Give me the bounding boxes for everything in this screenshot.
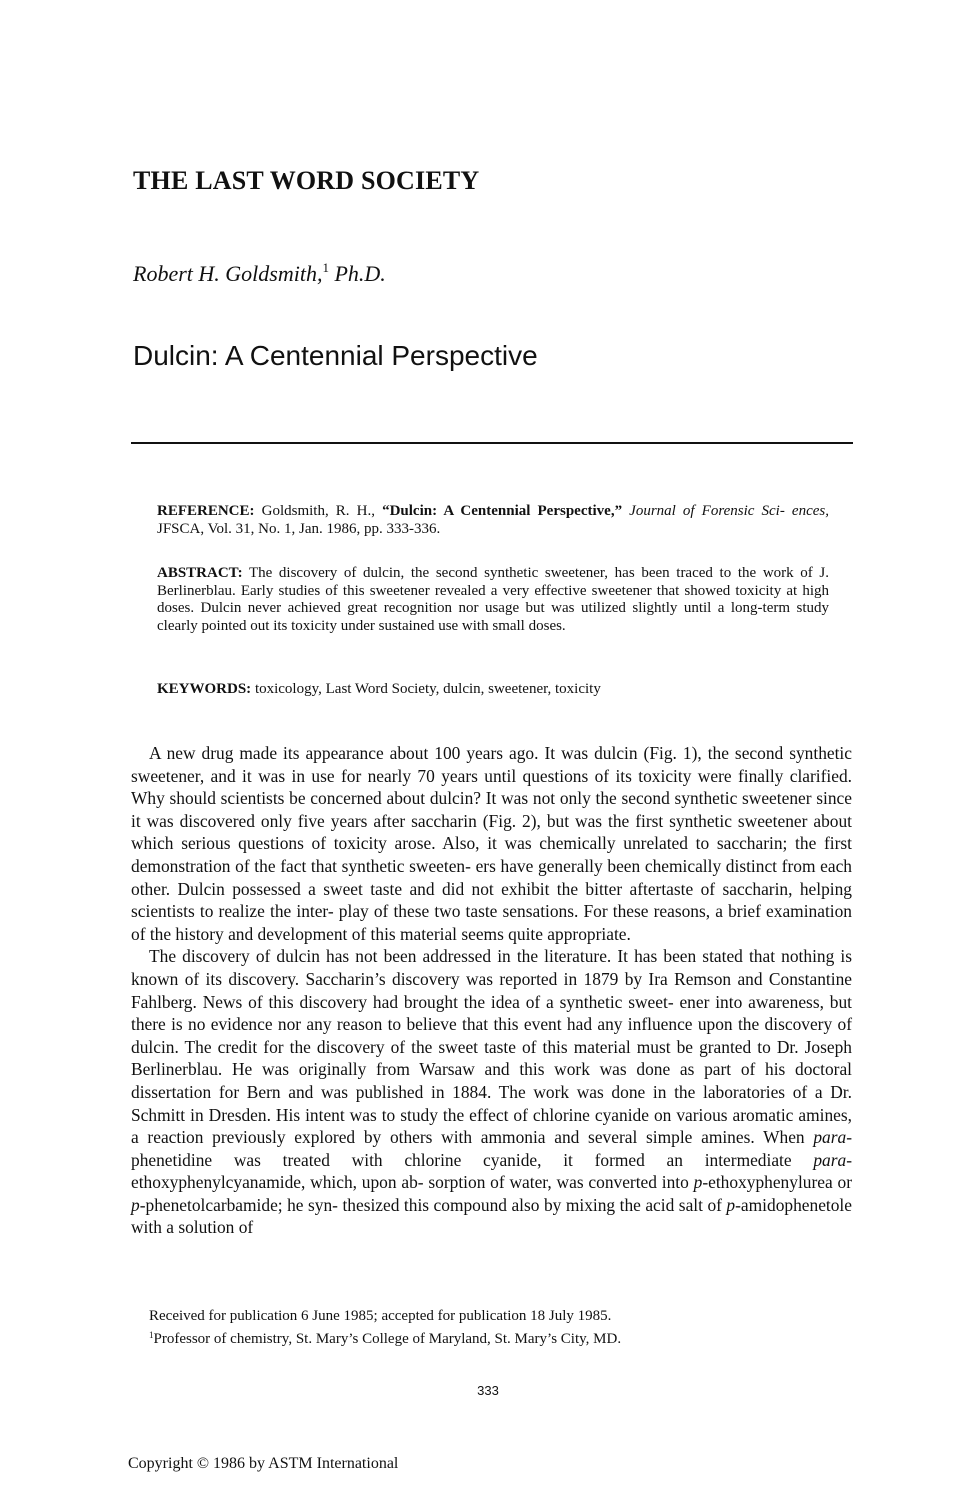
page-number: 333	[477, 1383, 499, 1398]
paragraph-2-text-6: -amidophenetole with a solution of	[131, 1194, 852, 1238]
reference-label: REFERENCE:	[157, 503, 255, 519]
reference-title: “Dulcin: A Centennial Perspective,”	[382, 503, 623, 519]
paragraph-2-italic-5: p	[726, 1194, 736, 1215]
copyright-notice: Copyright © 1986 by ASTM International	[128, 1455, 399, 1472]
reference-citation: JFSCA, Vol. 31, No. 1, Jan. 1986, pp. 333-336.	[157, 520, 441, 537]
paragraph-2-text-5: -phenetolcarbamide; he syn- thesized this compound also by mixing the acid salt of	[139, 1194, 727, 1215]
keywords-block	[157, 681, 829, 699]
keywords-label: KEYWORDS:	[157, 681, 252, 697]
reference-journal: Journal of Forensic Sci- ences,	[629, 503, 829, 519]
paragraph-2-text-4: -ethoxyphenylurea or	[702, 1172, 852, 1193]
reference-block	[157, 503, 829, 538]
footnote-mark: 1	[149, 1330, 154, 1340]
paragraph-2-italic-1: para	[813, 1127, 847, 1148]
paragraph-2-italic-2: para	[813, 1149, 847, 1170]
article-body	[131, 742, 852, 1239]
abstract-label: ABSTRACT:	[157, 565, 243, 581]
title-divider	[131, 442, 853, 444]
footnote-affiliation	[149, 1326, 849, 1349]
article-title: Dulcin: A Centennial Perspective	[133, 340, 538, 371]
abstract-text: The discovery of dulcin, the second synthetic sweetener, has been traced to the work of J. Berlinerblau. Early studies of this sweetener revealed a very effective sweetener that showed toxicity at high doses. Dulcin never achieved great recognition nor usage but was utilized slightly until a long-term study clearly pointed out its toxicity under sustained use with small doses.	[157, 565, 830, 634]
author-line	[133, 260, 386, 287]
section-title: THE LAST WORD SOCIETY	[133, 166, 480, 195]
reference-authors: Goldsmith, R. H.,	[261, 503, 375, 519]
paragraph-2-italic-4: p	[131, 1194, 140, 1215]
paragraph-2-italic-3: p	[693, 1172, 703, 1193]
footnote-affiliation-text: Professor of chemistry, St. Mary’s College of Maryland, St. Mary’s City, MD.	[153, 1331, 622, 1347]
abstract-block	[157, 565, 829, 635]
author-footnote-mark: 1	[322, 260, 329, 275]
paragraph-2-text-2: -phenetidine was treated with chlorine cyanide, it formed an intermediate	[131, 1127, 852, 1170]
footnote-received: Received for publication 6 June 1985; accepted for publication 18 July 1985.	[149, 1308, 612, 1324]
author-name: Robert H. Goldsmith,	[133, 261, 323, 286]
body-paragraph-2	[131, 945, 852, 1239]
author-degree: Ph.D.	[334, 261, 386, 286]
footnotes	[149, 1307, 849, 1349]
body-paragraph-1: A new drug made its appearance about 100 years ago. It was dulcin (Fig. 1), the second synthetic sweetener, and it was in use for nearly 70 years until questions of its toxicity were finally clarified. Why should scientists be concerned about dulcin? It was not only the second synthetic sweetener since it was discovered only five years after saccharin (Fig. 2), but was the first synthetic sweetener about which serious questions of toxicity arose. Also, it was chemically unrelated to saccharin; the first demonstration of the fact that synthetic sweeten- ers have generally been chemically distinct from each other. Dulcin possessed a sweet taste and did not exhibit the bitter aftertaste of saccharin, helping scientists to realize the inter- play of these two taste sensations. For these reasons, a brief examination of the history and development of this material seems quite appropriate.	[131, 743, 852, 944]
paragraph-2-text-1: The discovery of dulcin has not been addressed in the literature. It has been stated that nothing is known of its discovery. Saccharin’s discovery was reported in 1879 by Ira Remson and Constantine Fahlberg. News of this discovery had brought the idea of a synthetic sweet- ener into awareness, but there is no evidence nor any reason to believe that this event had any influence upon the discovery of dulcin. The credit for the discovery of the sweet taste of this material must be granted to Dr. Joseph Berlinerblau. He was originally from Warsaw and this work was done as part of his doctoral dissertation for Bern and was published in 1884. The work was done in the laboratories of a Dr. Schmitt in Dresden. His intent was to study the effect of chlorine cyanide on various aromatic amines, a reaction previously explored by others with ammonia and several simple amines. When	[131, 946, 852, 1148]
keywords-text: toxicology, Last Word Society, dulcin, sweetener, toxicity	[254, 681, 601, 697]
paragraph-2-text-3: -ethoxyphenylcyanamide, which, upon ab- sorption of water, was converted into	[131, 1149, 852, 1193]
